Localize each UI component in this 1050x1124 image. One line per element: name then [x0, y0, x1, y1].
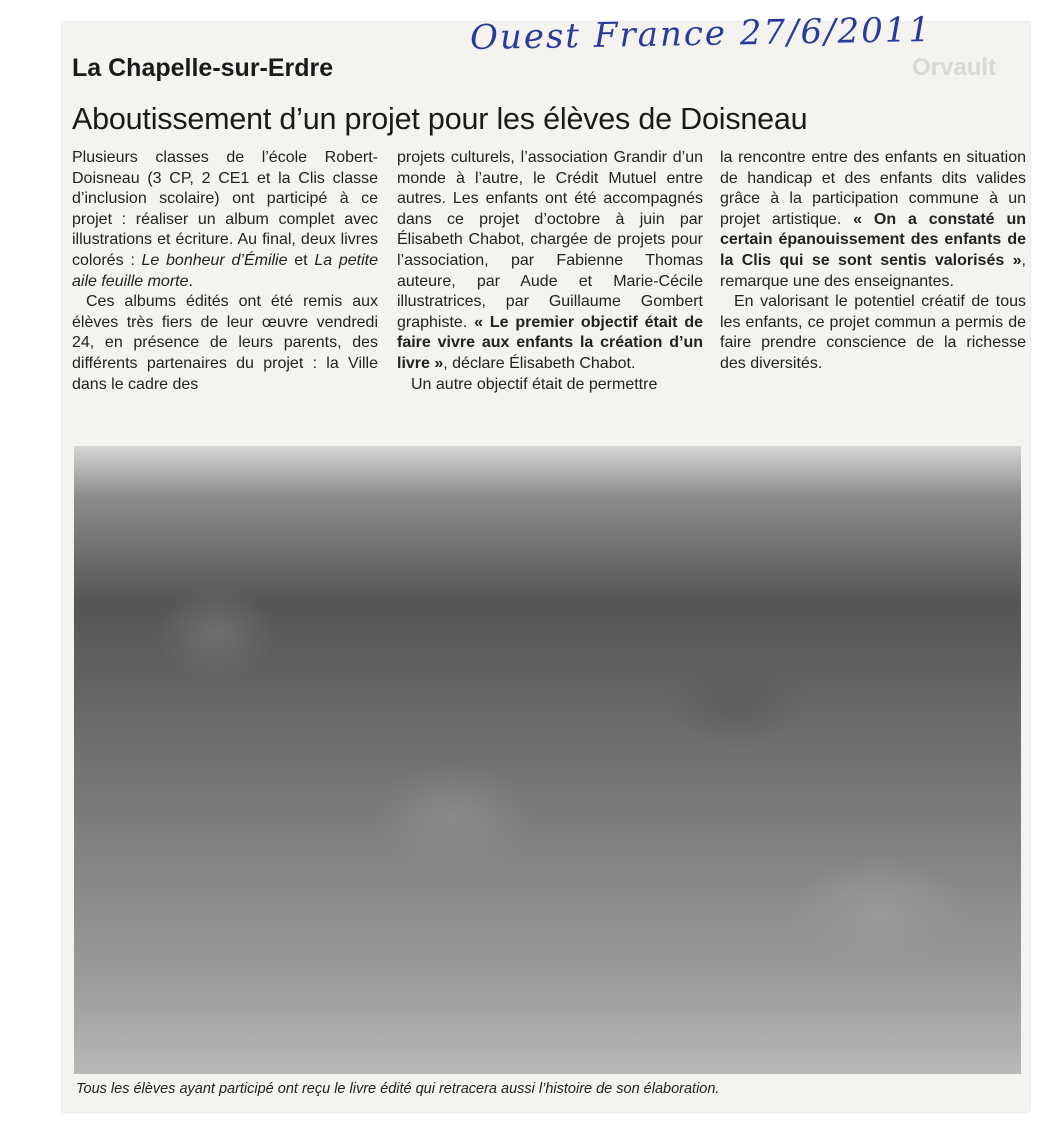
handwritten-annotation: Ouest France 27/6/2011 — [469, 9, 933, 59]
bleed-through-text: Orvault — [912, 54, 997, 81]
article-column-1 — [72, 148, 378, 395]
book-title: La petite aile feuille morte — [72, 251, 379, 290]
article-column-3 — [720, 148, 1026, 375]
locality-heading: La Chapelle-sur-Erdre — [72, 54, 334, 82]
paragraph: Ces albums édités ont été remis aux élèves très fiers de leur œuvre vendredi 24, en présence de leurs parents, des différents partenaires du projet : la Ville dans le cadre des — [72, 293, 378, 393]
book-title: Le bonheur d’Émilie — [141, 251, 288, 269]
paragraph: projets culturels, l’association Grandir d’un monde à l’autre, le Crédit Mutuel entre autres. Les enfants ont été accompagnés dans ce projet d’octobre à juin par Élisabeth Chabot, chargée de projets pour l’association, par Fabienne Thomas auteure, par Aude et Marie-Cécile illustratrices, par Guillaume Gombert graphiste. « Le premier objectif était de faire vivre aux enfants la création d’un livre », déclare Élisabeth Chabot. — [397, 149, 704, 372]
paragraph: En valorisant le potentiel créatif de tous les enfants, ce projet commun a permis de faire prendre conscience de la richesse des diversités. — [720, 293, 1026, 372]
article-photo — [74, 446, 1021, 1074]
article-column-2 — [397, 148, 703, 395]
article-headline: Aboutissement d’un projet pour les élèves de Doisneau — [72, 102, 808, 136]
quote: « On a constaté un certain épanouissement des enfants de la Clis qui se sont sentis valorisés » — [720, 210, 1026, 269]
photo-caption: Tous les élèves ayant participé ont reçu le livre édité qui retracera aussi l’histoire de son élaboration. — [76, 1081, 720, 1097]
paragraph: la rencontre entre des enfants en situation de handicap et des enfants dits valides grâce à la participation commune à un projet artistique. « On a constaté un certain épanouissement des enfants de la Clis qui se sont sentis valorisés », remarque une des enseignantes. — [720, 149, 1026, 290]
paragraph: Plusieurs classes de l’école Robert-Doisneau (3 CP, 2 CE1 et la Clis classe d’inclusion scolaire) ont participé à ce projet : réaliser un album complet avec illustrations et écriture. Au final, deux livres colorés : Le bonheur d’Émilie et La petite aile feuille morte. — [72, 149, 379, 290]
quote: « Le premier objectif était de faire vivre aux enfants la création d’un livre » — [397, 313, 704, 372]
paragraph: Un autre objectif était de permettre — [411, 375, 658, 393]
